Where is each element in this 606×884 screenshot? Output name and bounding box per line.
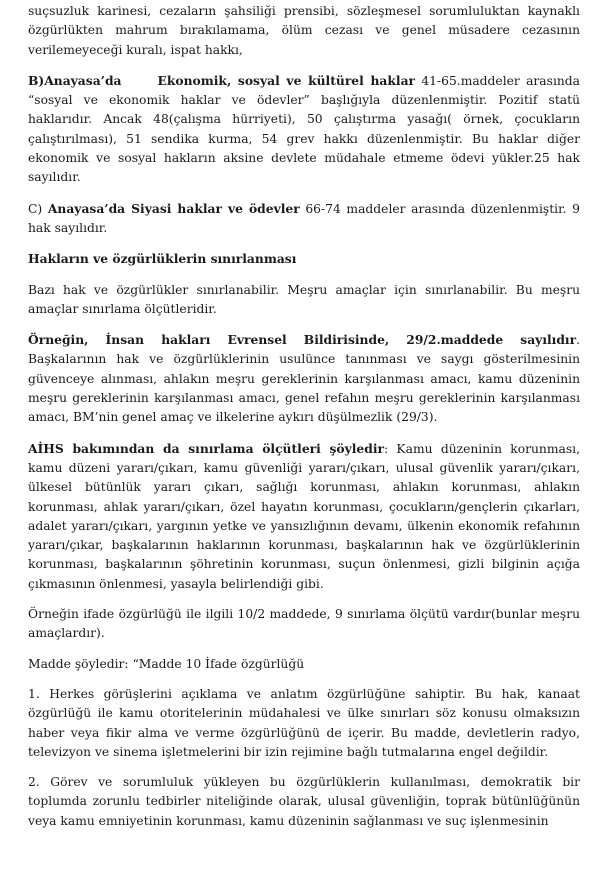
paragraph-text: Örneğin ifade özgürlüğü ile ilgili 10/2 maddede, 9 sınırlama ölçütü vardır(bunlar meşru amaçlardır). bbox=[28, 607, 580, 641]
document-page bbox=[28, 2, 580, 842]
heading-text: Hakların ve özgürlüklerin sınırlanması bbox=[28, 251, 297, 267]
paragraph-article-10-2 bbox=[28, 773, 580, 831]
paragraph-text: 1. Herkes görüşlerini açıklama ve anlatım özgürlüğüne sahiptir. Bu hak, kanaat özgürlüğü ile kamu otoritelerinin müdahalesi ve ülke sınırları söz konusu olmaksızın haber veya fikir alma ve verme özgürlüğünü de içerir. Bu madde, devletlerin radyo, televizyon ve sinema işletmelerini bir izin rejimine bağlı tutmalarına engel değildir. bbox=[28, 686, 580, 759]
paragraph-text: : Kamu düzeninin korunması, kamu düzeni yararı/çıkarı, kamu güvenliği yararı/çıkarı, ulusal güvenlik yararı/çıkarı, ülkesel bütünlük yararı çıkarı, sağlığı korunması, ahlakın korunması, ahlakın korunması, ahlak yararı/çıkarı, özel hayatın korunması, çocukların/gençlerin çıkarları, adalet yararı/çıkarı, yargının yetke ve yansızlığının devamı, ülkenin ekonomik refahının yararı/çıkar, başkalarının haklarının korunması, başkalarının hak ve özgürlüklerinin korunması, başkalarının şöhretinin korunması, suçun önlenmesi, gizli bilginin açığa çıkmasının önlenmesi, yasayla belirlendiği gibi. bbox=[28, 441, 580, 591]
paragraph-article-intro bbox=[28, 655, 580, 674]
paragraph-expression-example bbox=[28, 605, 580, 644]
paragraph-political-rights bbox=[28, 199, 580, 239]
bold-term: Anayasa’da Siyasi haklar ve ödevler bbox=[47, 200, 300, 216]
paragraph-text: Madde şöyledir: “Madde 10 İfade özgürlüğü bbox=[28, 656, 305, 671]
paragraph-article-10-1 bbox=[28, 685, 580, 762]
paragraph-text: 41-65.maddeler arasında “sosyal ve ekonomik haklar ve ödevler” başlığıyla düzenlenmiştir. Pozitif statü haklarıdır. Ancak 48(çalışma hürriyeti), 50 çalıştırma yasağı( örnek, çocukların çalıştırılması), 51 sendika kurma, 54 grev hakkı düzenlenmiştir. Bu haklar diğer ekonomik ve sosyal hakların aksine devlete müdahale etmeme ödevi yükler.25 hak sayılıdır. bbox=[28, 73, 581, 185]
bold-term: AİHS bakımından da sınırlama ölçütleri şöyledir bbox=[28, 440, 384, 456]
paragraph-text: Bazı hak ve özgürlükler sınırlanabilir. Meşru amaçlar için sınırlanabilir. Bu meşru amaçlar sınırlama ölçütleridir. bbox=[28, 282, 580, 316]
paragraph-prefix: C) bbox=[28, 201, 48, 216]
paragraph-echr bbox=[28, 439, 580, 594]
section-heading bbox=[28, 249, 580, 269]
paragraph-limitations-intro bbox=[28, 281, 580, 320]
paragraph-udhr bbox=[28, 330, 580, 427]
paragraph-rights-list bbox=[28, 2, 580, 60]
paragraph-text: . Başkalarının hak ve özgürlüklerinin usulünce tanınması ve saygı gösterilmesinin güvenceye alınması, ahlakın meşru gereklerinin karşılanması amacı, kamu düzeninin meşru gereklerinin karşılanması amacı, genel refahın meşru gereklerinin karşılanması amacı, BM’nin genel amaç ve ilkelerine aykırı düşülmezlik (29/3). bbox=[28, 333, 580, 425]
bold-term: Ekonomik, sosyal ve kültürel haklar bbox=[157, 72, 416, 88]
bold-prefix: B)Anayasa’da bbox=[28, 72, 122, 88]
paragraph-text: suçsuzluk karinesi, cezaların şahsiliği prensibi, sözleşmesel sorumluluktan kaynaklı özgürlükten mahrum bırakılamama, ölüm cezası ve genel müsadere cezasının verilemeyeceği kuralı, ispat hakkı, bbox=[28, 4, 580, 57]
paragraph-text: 66-74 maddeler arasında düzenlenmiştir. 9 hak sayılıdır. bbox=[28, 201, 580, 235]
paragraph-text: 2. Görev ve sorumluluk yükleyen bu özgürlüklerin kullanılması, demokratik bir toplumda zorunlu tedbirler niteliğinde olarak, ulusal güvenliğin, toprak bütünlüğünün veya kamu emniyetinin korunması, kamu düzeninin sağlanması ve suç işlenmesinin bbox=[28, 775, 580, 828]
paragraph-economic-rights bbox=[28, 71, 580, 188]
bold-term: Örneğin, İnsan hakları Evrensel Bildirisinde, 29/2.maddede sayılıdır bbox=[28, 332, 577, 348]
